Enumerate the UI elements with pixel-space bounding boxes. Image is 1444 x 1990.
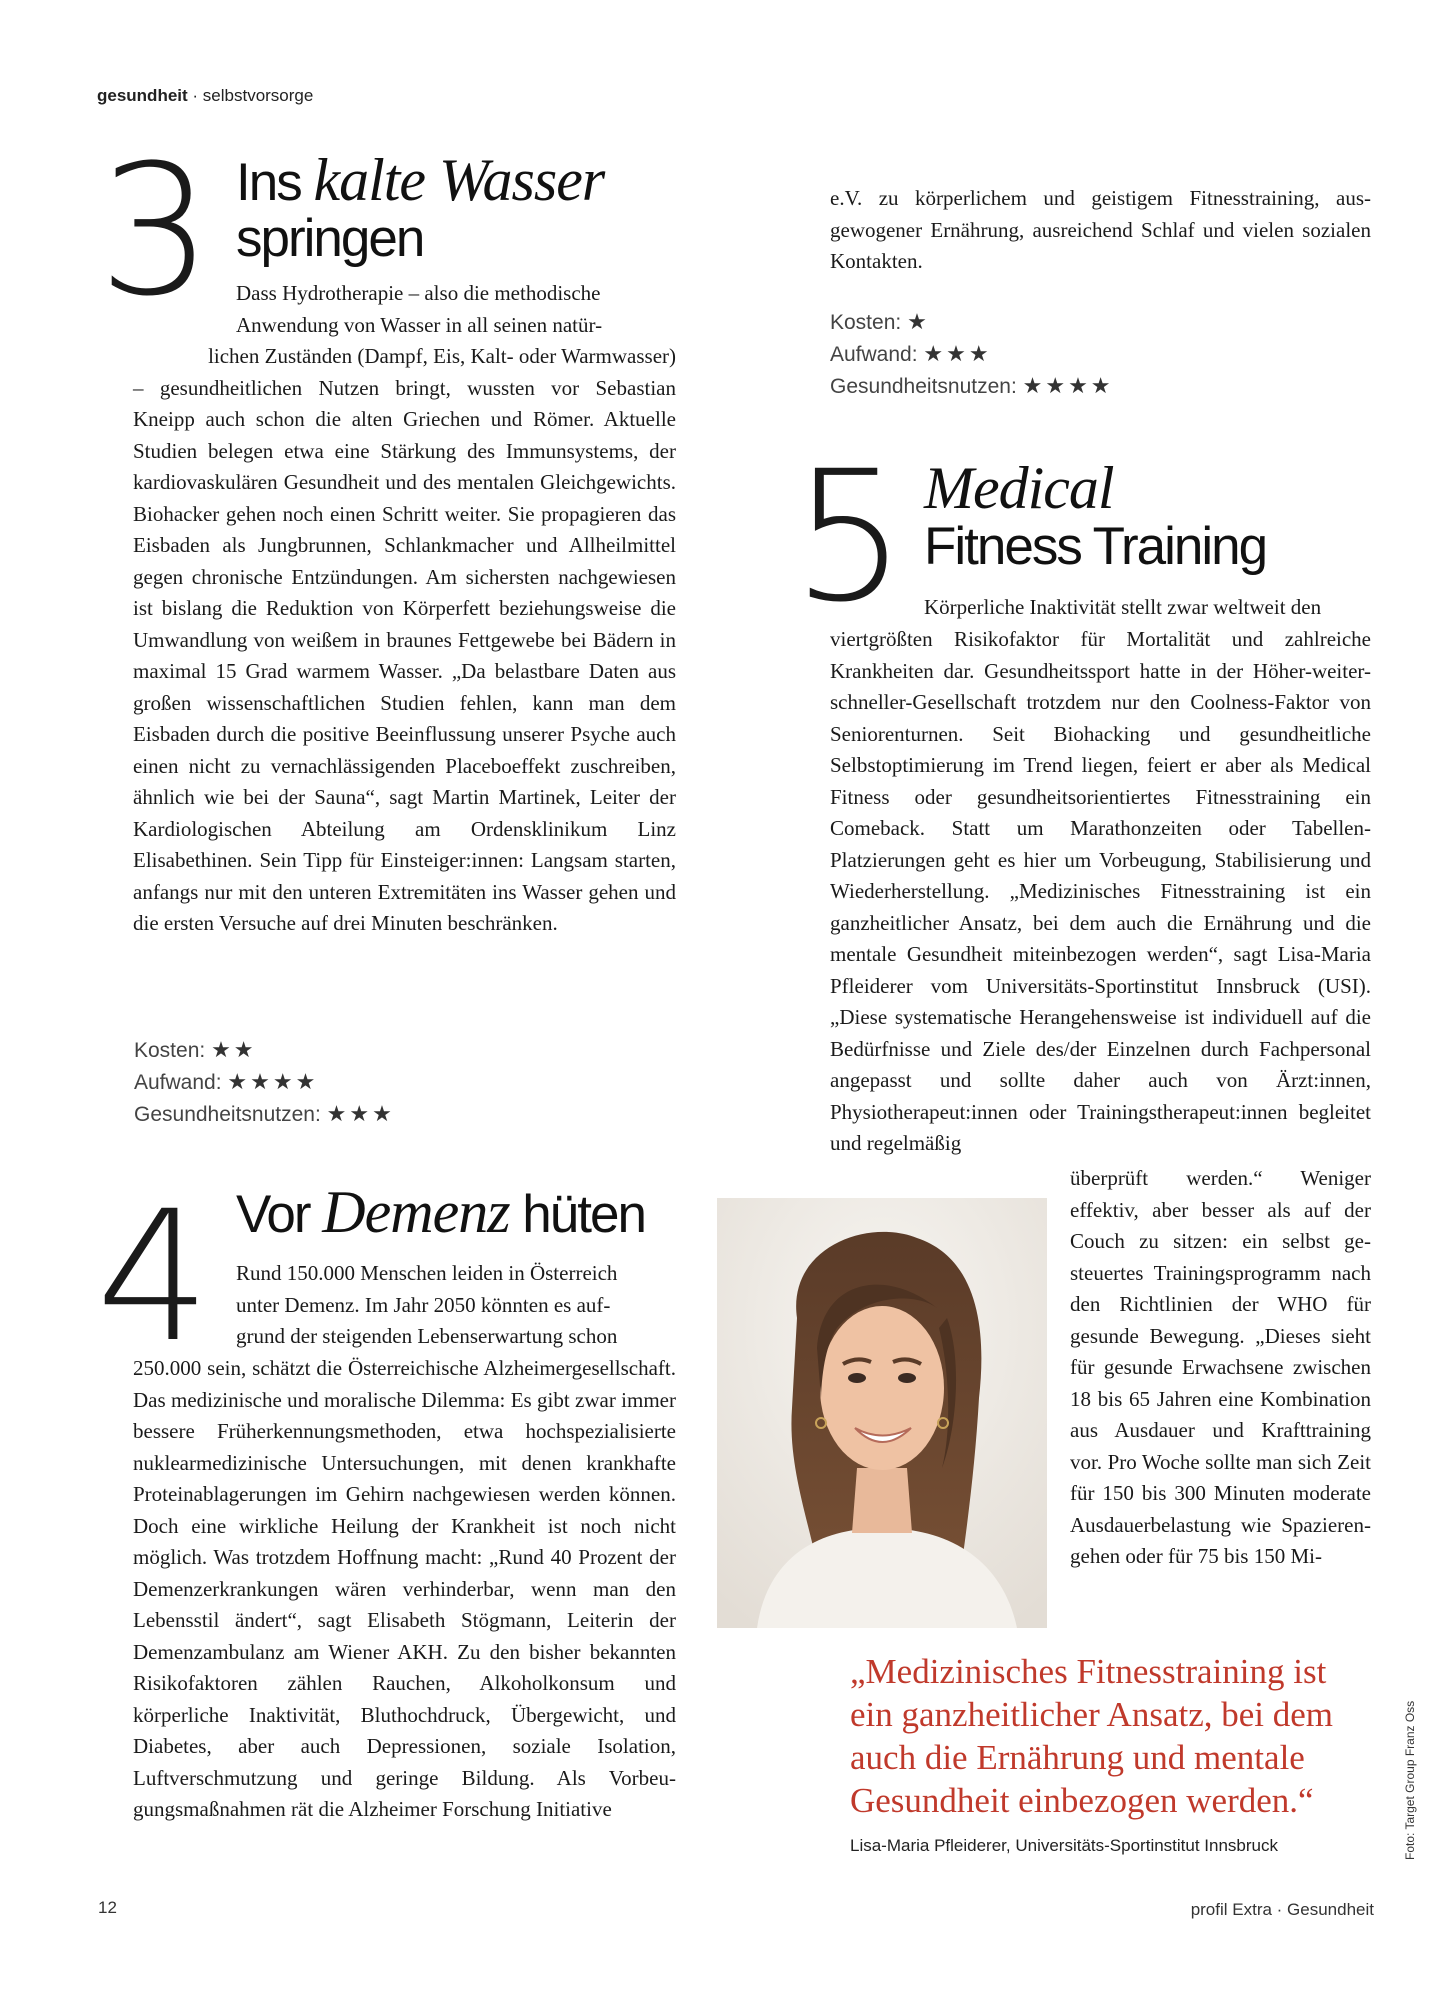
photo-credit: Foto: Target Group Franz Oss bbox=[1403, 1700, 1417, 1860]
intro-line: grund der steigenden Lebenserwartung schon bbox=[236, 1324, 618, 1348]
title-4-plain-2: hüten bbox=[509, 1185, 645, 1244]
star-icon: ★★★★ bbox=[1022, 373, 1114, 398]
section-5-body-narrow bbox=[1070, 1163, 1371, 1573]
section-4-title bbox=[236, 1179, 645, 1245]
rating-row bbox=[134, 1034, 395, 1066]
rating-label: Kosten: bbox=[830, 311, 902, 334]
section-4-intro bbox=[236, 1258, 676, 1353]
body-paragraph: überprüft werden.“ Weniger effektiv, aber besser als auf der Couch zu sitzen: ein selbst gesteuertes Trainingsprogramm nach den Richtlinien der WHO für gesunde Bewegung. „Dieses sieht für gesunde Erwachsene zwischen 18 bis 65 Jahren eine Kombination aus Ausdauer und Krafttraining vor. Pro Woche sollte man sich Zeit für 150 bis 300 Minuten moderate Ausdauerbelastung wie Spazierengehen oder für 75 bis 150 Mi- bbox=[1070, 1166, 1371, 1568]
title-5-line2: Fitness Training bbox=[924, 517, 1267, 576]
intro-line: unter Demenz. Im Jahr 2050 könnten es auf- bbox=[236, 1292, 611, 1317]
section-number-4: 4 bbox=[96, 1173, 211, 1382]
page-number: 12 bbox=[98, 1898, 117, 1917]
section-3-ratings bbox=[134, 1034, 395, 1130]
star-icon: ★★★ bbox=[326, 1101, 395, 1126]
title-3-line2: springen bbox=[236, 209, 424, 268]
rating-label: Aufwand: bbox=[830, 343, 918, 366]
subsection-label: selbstvorsorge bbox=[202, 86, 314, 105]
intro-line: Anwendung von Wasser in all seinen natür- bbox=[236, 312, 603, 337]
rating-label: Aufwand: bbox=[134, 1071, 222, 1094]
pull-quote: „Medizinisches Fitnesstraining ist ein ganzheitlicher Ansatz, bei dem auch die Ernährung und mentale Gesundheit einbezogen werden.“ bbox=[850, 1652, 1334, 1820]
section-4-ratings bbox=[830, 306, 1114, 402]
section-5-title bbox=[924, 455, 1267, 576]
quote-source: Lisa-Maria Pfleiderer, Universitäts-Sportinstitut Innsbruck bbox=[850, 1836, 1278, 1855]
star-icon: ★★ bbox=[211, 1037, 257, 1062]
portrait-illustration bbox=[717, 1198, 1047, 1628]
portrait-photo bbox=[717, 1198, 1047, 1628]
rating-row bbox=[134, 1066, 395, 1098]
body-paragraph: 250.000 sein, schätzt die Österreichische Alzheimergesellschaft. Das medizinische und moralische Dilemma: Es gibt zwar immer bessere Früherkennungsmethoden, etwa hochspezialisierte nuklearmedizinische Untersuchungen, mit denen krankhafte Proteinablagerungen im Gehirn nachgewiesen werden können. Doch eine wirkliche Heilung der Krankheit ist noch nicht möglich. Was trotzdem Hoffnung macht: „Rund 40 Prozent der Demenzerkrankungen wären verhinderbar, wenn man den Lebensstil ändert“, sagt Elisabeth Stögmann, Leiterin der Demenzambulanz am Wiener AKH. Zu den bisher bekannten Risikofaktoren zählen Rauchen, Alkoholkonsum und körperliche Inaktivität, Bluthochdruck, Übergewicht, und Diabetes, aber auch Depressionen, soziale Isolation, Luftverschmutzung und geringe Bildung. Als Vorbeugungsmaßnahmen rät die Alzheimer Forschung Initiative bbox=[133, 1356, 676, 1821]
title-4-italic: Demenz bbox=[322, 1179, 510, 1245]
star-icon: ★★★ bbox=[923, 341, 992, 366]
title-5-italic: Medical bbox=[924, 455, 1114, 521]
publication-footer: profil Extra · Gesundheit bbox=[1190, 1900, 1374, 1919]
rating-row bbox=[830, 306, 1114, 338]
rating-label: Gesundheitsnutzen: bbox=[830, 375, 1017, 398]
rating-row bbox=[134, 1098, 395, 1130]
body-paragraph: viertgrößten Risikofaktor für Mortalität und zahlreiche Krankheiten dar. Gesundheitssport hatte in der Höher-weiter-schneller-Gesellschaft trotzdem nur den Coolness-Faktor von Seniorenturnen. Seit Biohacking und gesundheitliche Selbstoptimierung im Trend liegen, feiert er aber als Medical Fitness oder gesundheitsorientiertes Fitnesstraining ein Comeback. Statt um Marathonzeiten oder Tabellen-Platzierungen geht es hier um Vorbeugung, Stabilisierung und Wiederherstellung. „Medizinisches Fitnesstraining ist ein ganzheitlicher Ansatz, bei dem auch die Ernährung und die mentale Gesundheit miteinbezogen werden“, sagt Lisa-Maria Pfleiderer vom Universitäts-Sportinstitut Innsbruck (USI). „Diese systematische Herangehensweise ist individuell auf die Bedürfnisse und Ziele des/der Einzelnen durch Fachpersonal angepasst und sollte daher auch von Ärzt:innen, Physiotherapeut:innen oder Trainingstherapeut:innen begleitet und regelmäßig bbox=[830, 627, 1371, 1155]
section-3-title bbox=[236, 147, 605, 268]
rating-row bbox=[830, 338, 1114, 370]
title-3-italic: kalte Wasser bbox=[313, 147, 605, 213]
body-paragraph: – gesundheitlichen Nutzen bringt, wussten vor Sebastian Kneipp auch schon die alten Griechen und Römer. Aktuelle Studien belegen etwa eine Stärkung des Immunsystems, der kardiovaskulären Gesundheit und des mentalen Gleichgewichts. Biohacker gehen noch einen Schritt weiter. Sie propagieren das Eisbaden als Jungbrunnen, Schlankmacher und Allheilmittel gegen chronische Entzündungen. Am sichersten nachgewiesen ist bislang die Reduktion von Körperfett beziehungsweise die Umwandlung von weißem in braunes Fettgewebe bei Bädern in maximal 15 Grad warmem Wasser. „Da belastbare Daten aus großen wissenschaftlichen Studien fehlen, kann man dem Eisbaden durch die positive Beeinflussung unserer Psyche auch einen nicht zu vernachlässigenden Placeboeffekt zuschreiben, ähnlich wie bei der Sauna“, sagt Martin Martinek, Leiter der Kardiologischen Abteilung am Ordensklinikum Linz Elisabethinen. Sein Tipp für Einsteiger:innen: Langsam starten, anfangs nur mit den unteren Extremitäten ins Wasser gehen und die ersten Versuche auf drei Minuten beschränken. bbox=[133, 375, 676, 935]
intro-line: Rund 150.000 Menschen leiden in Österreich bbox=[236, 1261, 618, 1285]
section-3-intro bbox=[236, 278, 676, 341]
section-3-body bbox=[133, 341, 676, 940]
intro-line: Körperliche Inaktivität stellt zwar weltweit den bbox=[924, 595, 1322, 619]
rating-row bbox=[830, 370, 1114, 402]
title-3-plain: Ins bbox=[236, 153, 314, 212]
section-4-continuation bbox=[830, 183, 1371, 278]
intro-line: lichen Zuständen (Dampf, Eis, Kalt- oder Warmwasser) bbox=[208, 344, 676, 368]
title-4-plain: Vor bbox=[236, 1185, 323, 1244]
rating-label: Gesundheitsnutzen: bbox=[134, 1103, 321, 1126]
section-4-body bbox=[133, 1353, 676, 1826]
section-number-5: 5 bbox=[792, 433, 907, 642]
section-number-3: 3 bbox=[98, 127, 213, 336]
star-icon: ★ bbox=[907, 309, 930, 334]
body-paragraph: e.V. zu körperlichem und geistigem Fitnesstraining, ausgewogener Ernährung, ausreichend Schlaf und vielen sozialen Kontakten. bbox=[830, 186, 1371, 273]
section-label: gesundheit bbox=[97, 86, 188, 105]
header-separator: · bbox=[187, 86, 203, 105]
intro-line: Dass Hydrotherapie – also die methodische bbox=[236, 281, 601, 305]
section-5-intro bbox=[924, 592, 1371, 624]
section-header bbox=[97, 86, 313, 106]
section-5-body bbox=[830, 624, 1371, 1160]
rating-label: Kosten: bbox=[134, 1039, 206, 1062]
star-icon: ★★★★ bbox=[227, 1069, 319, 1094]
